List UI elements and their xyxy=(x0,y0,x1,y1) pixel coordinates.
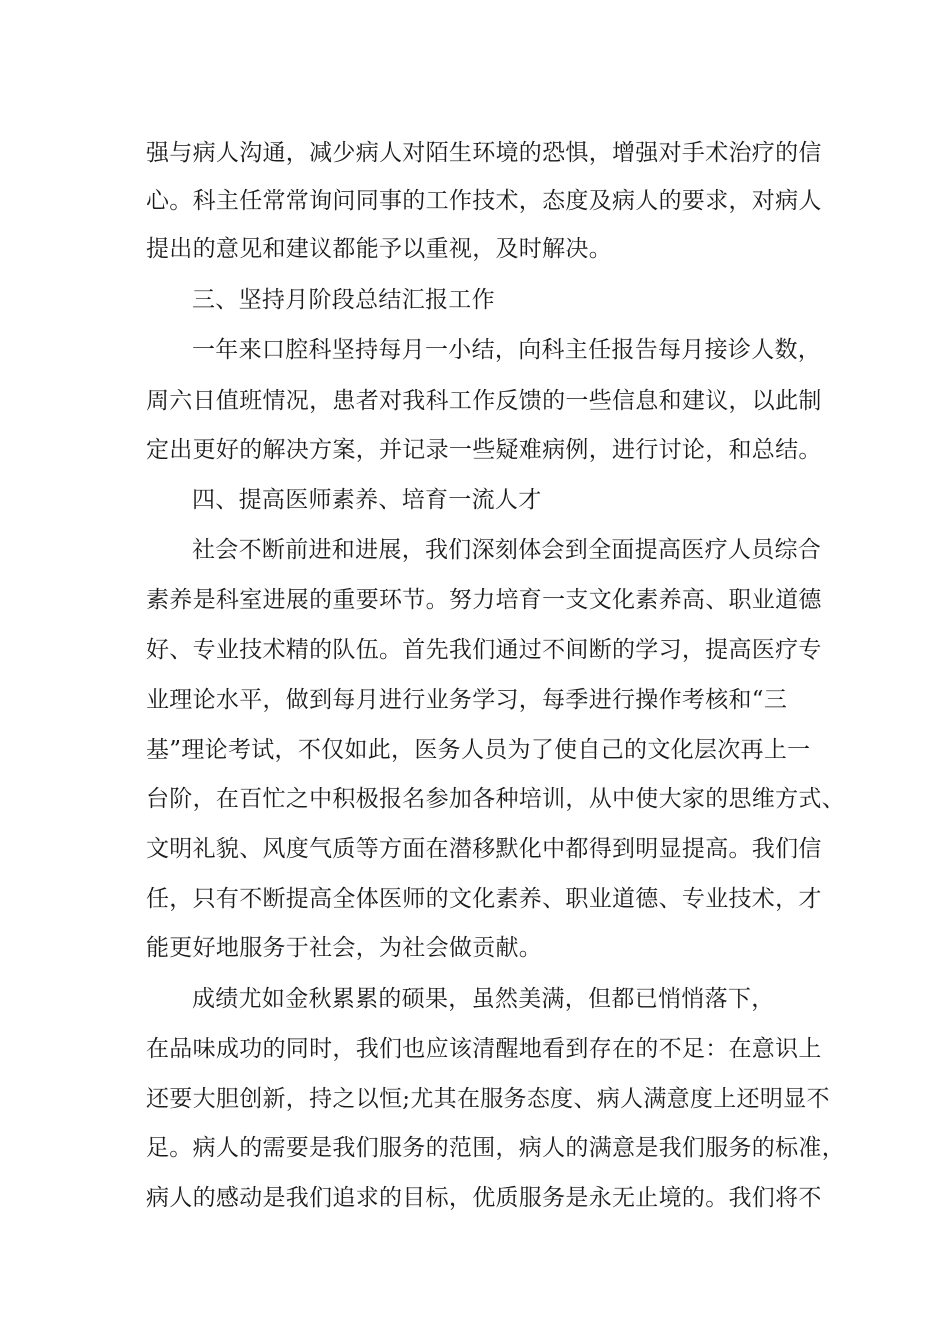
text-line: 文明礼貌、风度气质等方面在潜移默化中都得到明显提高。我们信 xyxy=(146,836,822,862)
text-line: 能更好地服务于社会，为社会做贡献。 xyxy=(146,935,543,961)
text-line: 好、专业技术精的队伍。首先我们通过不间断的学习，提高医疗专 xyxy=(146,637,822,663)
section-heading: 四、提高医师素养、培育一流人才 xyxy=(192,487,542,513)
text-line: 台阶，在百忙之中积极报名参加各种培训，从中使大家的思维方式、 xyxy=(146,786,845,812)
text-line: 任，只有不断提高全体医师的文化素养、职业道德、专业技术，才 xyxy=(146,886,822,912)
text-line: 周六日值班情况，患者对我科工作反馈的一些信息和建议，以此制 xyxy=(146,388,822,414)
text-line: 定出更好的解决方案，并记录一些疑难病例，进行讨论，和总结。 xyxy=(146,437,822,463)
text-line: 提出的意见和建议都能予以重视，及时解决。 xyxy=(146,236,612,262)
text-line: 一年来口腔科坚持每月一小结，向科主任报告每月接诊人数， xyxy=(192,337,822,363)
text-line: 社会不断前进和进展，我们深刻体会到全面提高医疗人员综合 xyxy=(192,537,822,563)
text-line: 还要大胆创新，持之以恒;尤其在服务态度、病人满意度上还明显不 xyxy=(146,1086,830,1112)
text-line: 病人的感动是我们追求的目标，优质服务是永无止境的。我们将不 xyxy=(146,1185,822,1211)
text-line: 基”理论考试，不仅如此，医务人员为了使自己的文化层次再上一 xyxy=(146,737,811,763)
text-line: 成绩尤如金秋累累的硕果，虽然美满，但都已悄悄落下， xyxy=(192,986,775,1012)
text-line: 业理论水平，做到每月进行业务学习，每季进行操作考核和“三 xyxy=(146,687,788,713)
text-line: 足。病人的需要是我们服务的范围，病人的满意是我们服务的标准， xyxy=(146,1135,845,1161)
text-line: 心。科主任常常询问同事的工作技术，态度及病人的要求，对病人 xyxy=(146,188,822,214)
text-line: 在品味成功的同时，我们也应该清醒地看到存在的不足：在意识上 xyxy=(146,1036,822,1062)
section-heading: 三、坚持月阶段总结汇报工作 xyxy=(192,287,495,313)
text-line: 素养是科室进展的重要环节。努力培育一支文化素养高、职业道德 xyxy=(146,587,822,613)
text-line: 强与病人沟通，减少病人对陌生环境的恐惧，增强对手术治疗的信 xyxy=(146,140,822,166)
